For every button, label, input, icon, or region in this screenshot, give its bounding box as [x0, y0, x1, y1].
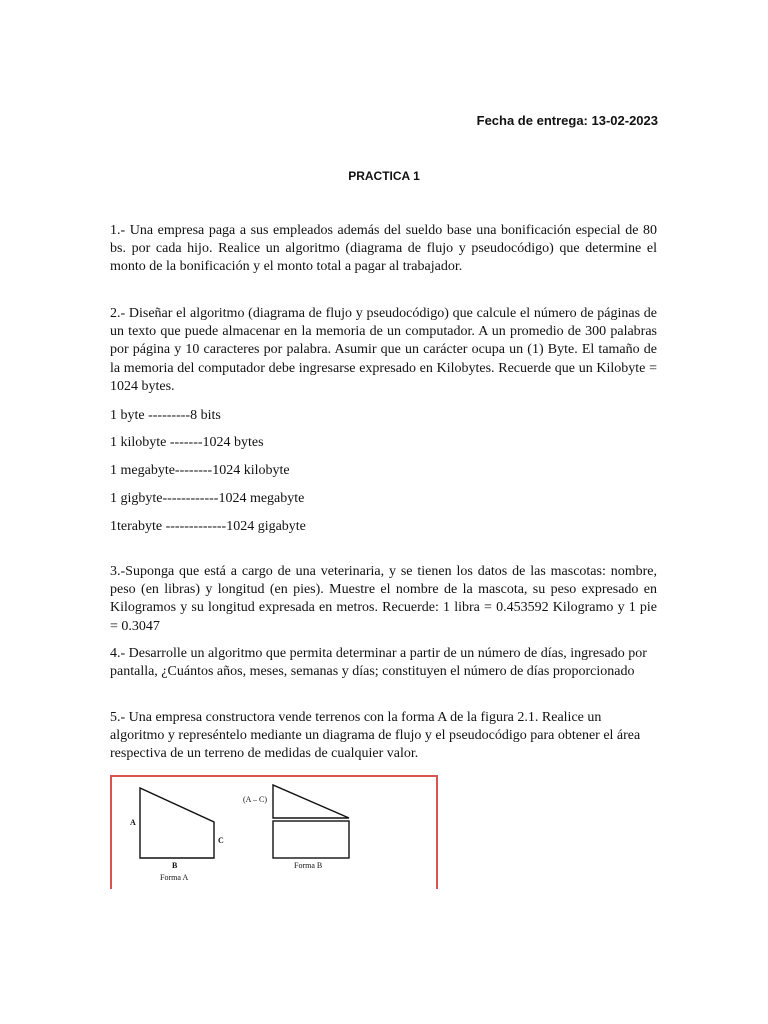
caption-forma-a: Forma A — [160, 873, 189, 882]
exercise-5: 5.- Una empresa constructora vende terrenos con la forma A de la figura 2.1. Realice un algoritmo y represéntelo mediante un diagrama de flujo y el pseudocódigo para obtener el área respectiva de un terreno de medidas de cualquier valor. — [110, 710, 641, 762]
exercise-2: 2.- Diseñar el algoritmo (diagrama de flujo y pseudocódigo) que calcule el número de páginas de un texto que puede almacenar en la memoria de un computador. A un promedio de 300 palabras por página y 10 caracteres por palabra. Asumir que un carácter ocupa un (1) Byte. El tamaño de la memoria del computador debe ingresarse expresado en Kilobytes. Recuerde que un Kilobyte = 1024 bytes. — [110, 306, 657, 394]
figure-drawing — [112, 777, 436, 889]
conversion-kilobyte: 1 kilobyte -------1024 bytes — [110, 435, 264, 450]
label-c: C — [218, 836, 224, 845]
forma-b-rectangle — [273, 821, 349, 858]
exercise-1: 1.- Una empresa paga a sus empleados además del sueldo base una bonificación especial de 80 bs. por cada hijo. Realice un algoritmo (diagrama de flujo y pseudocódigo) que determine el monto de la bonificación y el monto total a pagar al trabajador. — [110, 223, 657, 275]
forma-b-triangle — [273, 785, 349, 818]
caption-forma-b: Forma B — [294, 861, 323, 870]
forma-a-shape — [140, 788, 214, 858]
page-title: PRACTICA 1 — [348, 169, 420, 183]
delivery-date: Fecha de entrega: 13-02-2023 — [476, 113, 658, 128]
conversion-byte: 1 byte ---------8 bits — [110, 408, 221, 423]
conversion-gigabyte: 1 gigbyte------------1024 megabyte — [110, 491, 305, 506]
conversion-terabyte: 1terabyte -------------1024 gigabyte — [110, 519, 306, 534]
figure-2-1 — [110, 775, 438, 889]
exercise-4: 4.- Desarrolle un algoritmo que permita determinar a partir de un número de días, ingresado por pantalla, ¿Cuántos años, meses, semanas y días; constituyen el número de días proporcionado — [110, 646, 647, 680]
conversion-megabyte: 1 megabyte--------1024 kilobyte — [110, 463, 290, 478]
label-b: B — [172, 861, 178, 870]
label-a: A — [130, 818, 136, 827]
label-a-minus-c: (A – C) — [243, 795, 267, 804]
exercise-3: 3.-Suponga que está a cargo de una veterinaria, y se tienen los datos de las mascotas: nombre, peso (en libras) y longitud (en pies). Muestre el nombre de la mascota, su peso expresado en Kilogramos y su longitud expresada en metros. Recuerde: 1 libra = 0.453592 Kilogramo y 1 pie = 0.3047 — [110, 564, 657, 634]
